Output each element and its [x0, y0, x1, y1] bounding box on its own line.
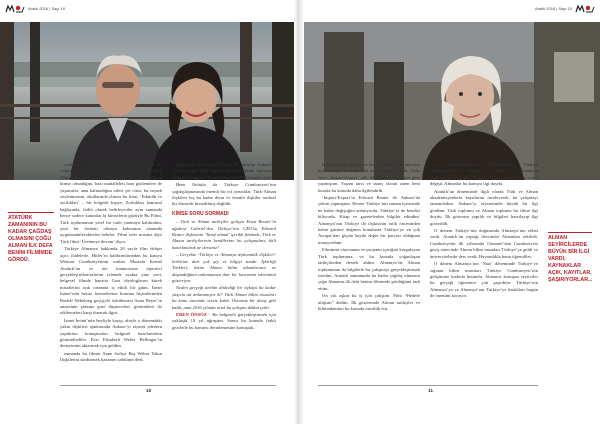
subheading: KİMSE SORU SORMADI	[172, 210, 229, 217]
page-header: Aralık 2016 | Sayı 10	[534, 6, 572, 11]
question-paragraph: – Gerçekte ‘Türkiye ve Almanya diplomatik ilişkileri’ birbirine dair çok şey ve bilgiyi sundu. İşbirliği Türkleri, bizim Alman bilim adamlarının ne düşündüğünü anlamamıza dair bir kavramın izlenimini gösteriyor.	[172, 252, 276, 283]
article-column-left-1	[60, 162, 162, 394]
footer-rule	[318, 385, 538, 386]
answer-speaker: EREN ÖNSÖZ -	[176, 311, 211, 317]
pull-quote-left: ATATÜRK ZAMANININ BU KADAR ÇAĞDAŞ OLMASINI ÇOĞU ALMAN İLK DEFA BENİM FİLMİMDE GÖRDÜ.	[8, 215, 53, 263]
right-page	[304, 0, 600, 424]
paragraph: İnönü’nün kızı Özden Toker’ile buluşup Ankara’yı ziyaret ettiği anlar büyük bir atmosferde kamerayla yansıtıldı, belgesel filmin konusunu belli üslupla açıyor.	[172, 162, 276, 180]
magazine-logo-left	[4, 4, 26, 14]
pull-quote-rule	[8, 212, 54, 213]
paragraph: On yılı aşkın bu iş için çalıştım. Film “Hedefe ulaştım” dedim. İlk gösterimde Alman tarihçiler ve bilimadamları bu konuda öncülük etti.	[318, 293, 420, 311]
portrait-photo	[304, 22, 600, 180]
paragraph: kalan şahsiler bilecek ve kimse onların özel anılarını kaydetmeyip bu belgeselin kayıtlarından biridir. Daha önce ‘İmport-Export’ adlı filmimde bu konuya giriş yapmıştım. Yaşam tarzı ve inanç olarak zaten beni burada bu konuda daha ilgilendirdi.	[318, 162, 420, 193]
article-column-right-2	[430, 162, 538, 394]
answer-paragraph	[172, 312, 276, 331]
spine-gutter	[294, 0, 304, 424]
photo-people-waterfront	[0, 22, 294, 180]
answer-text: Bu belgeseli gerçekleştirmek için yaklaşık 10 yıl uğraştım. Sonra bu konuda farklı gezilerle bu konuyu derinlemesine konuştuk.	[172, 311, 276, 330]
page-number: 10	[146, 389, 152, 394]
pull-quote-rule	[548, 232, 592, 233]
paragraph: Filmimin vizyonunu ve projenin içeriğini kurgulayan Türk toplumuna, ve bu konuda yoğunlaşan tarihçilerden destek aldım. Almanya’da Alman toplumunun da bilgilerle bu çalışmayı gerçekleştirmek istedim. Atatürk zamanında bu kadar çağdaş olmasını çoğu Almanın ilk defa benim filmimde gördüğünü fark ettim.	[318, 247, 420, 291]
magazine-logo-right	[574, 4, 596, 14]
article-column-left-2	[172, 162, 276, 394]
left-page	[0, 0, 294, 424]
paragraph: Atatürk’ün döneminde ilgili olarak Türk ve Alman akademisyenlerin kayıtlarını inceleyerek, bu çalışmayı tamamladım. Ankara’yı ziyaretimde büyük bir ilgi gördüm. Türk toplumu ve Alman toplumu bu filme ilgi duydu. İlk gösterim yapıldı ve bilgileri hazırlayıp ilgi gösterildi.	[430, 188, 538, 226]
paragraph: O dönem Türkiye’nin doğusunda Almanya’nın etkisi vardı. Atatürk’ün yaptığı devrimler Almanları etkiledi. Cumhuriyetin ilk yıllarında Osmanlı’dan Cumhuriyete geçiş sürecinde Alman bilim insanları Türkiye’ye geldi ve üniversitelerde ders verdi. Hayranlıkla bunu öğrendiler.	[430, 228, 538, 259]
footer-rule	[60, 385, 276, 386]
question-paragraph: Neden gerçeği tarihin dinlediği bir öyküyü bu kadar yüzyıla ait anlatamıyor ki? Türk Alman bilim insanları bu konu üzerinde sessiz kaldı. Önemsiz bir detay gibi kaldı, ama 2016 yılında artık bu çalışma dikkat çekti.	[172, 285, 276, 310]
question-paragraph: – Türk ve Alman tarihçiler gelişen Ernst Reuter’in ağabeyi Gabriel’den Türkiye’nin CEO’su Edward Reuter ilişkisinin ‘Taraf olmak’ içerikli filminde, Türk ve Alman tarihçilerinin kendilerine bu çalışmaları, ikili hazırlanarak ne dersiniz?	[172, 219, 276, 250]
paragraph: ‘İmport-Export’ta Edward Reuter ile Ankara’da çekim yapmıştım. Reuter Türkiye’nin zaman içerisinde ne kadar değiştiğini anlatıyordu. Türkiye’yi de kendisi biliyordu. Kitap ve gazetelerden bilgiler edindim. Almanya’nın Türkiye ile ilişkisinin tarih öncesinden kalan gücüne değinen konularda Türkiye’ye en çok Avrupa’dan göçün kayda değer bir parçası olduğuna inanıyordum.	[318, 195, 420, 245]
pull-quote-right: ALMAN SEYİRCİLERDE BÜYÜK BİR İLGİ VARDI, KAYNAKLAR AÇIK, KAYITLAR, ŞAŞIRIYORLAR...	[548, 235, 593, 283]
photo-woman-portrait	[304, 22, 600, 180]
page-header: Aralık 2016 | Sayı 10	[28, 6, 66, 11]
paragraph: Hem Onlarla da Türkiye Cumhuriyeti’nin çağdaşlaşmasında önemli bir rol oynadılar. Türk-Alman ilişkileri hiç bu kadar derin ve önemli ilişkiler tarihsel bir düzeyde hissedilmiş değildir.	[172, 182, 276, 207]
paragraph: İsmet İnönü’nün beyliyle kayıp, ahiyle o dönemdeki yakın ilişkileri ajanlarında Ankara’yı ziyaret ederken yaptıkları konuşmaları belgesel hazırlanırken görüntülediler. Kızı Elisabeth Weber Bellinger’in deneyimini aktarmak için geldim.	[60, 317, 162, 349]
interview-photo	[0, 22, 294, 180]
paragraph: O dönem Almanya’nın ‘Nazi’ döneminde Türkiye’ye sığınan bilim insanları Türkiye Cumhuriyeti’nin gelişimine katkıda bulundu. Almanca konuşan seyirciler bu gerçeği öğrenince çok şaşırdılar. Türkiye’nin Almanya’ya ve Almanya’nın Türkiye’ye kattıkları bugün de önemini koruyor.	[430, 261, 538, 299]
paragraph: mı kullanmıyorum. Hayranlıkla, Türkiye Cumhuriyeti’nin kurucusu Atatürk’ü anlatmaktan mutluluk duyuyorum. Almanya Dünya Savaşı’ndan sonra değişti. Almanlar bu konuya ilgi duydu.	[430, 162, 538, 187]
paragraph: Türkiye Almanya hakkında 20 sayfa film dehşet açıcı ifadelerle. Hitler’in kaldırımlarından bu kanıya Weimar Cumhuriyetinin sonları Mustafa Kemal Atatürk’ün ve öte kamuoyuna ürpertici gerçekleştirilemezlerini izlemek ayakta yine yeni, belgesel filmde hayatta Gezi diyaloglarını kürek misallerini açık ortamda iç etkili bir günü, İsmet İnönü’nün beyaz hizmetlerine koruma biçimlerinden Rudolf Nebelung geçişiyle öykülemesi Anna Beyer’in annesinin şahsına göre düşünceleri, görüntüleri ile etkilemeleri karşı durarak ilgisi.	[60, 246, 162, 316]
paragraph: yonlarının çektiğim bir tutumu izlediklerini de vurguluyor. Almanya’ya göç çağdaş bir ülkede Türk Almancı ortak tarihine sahiptir.Bu projeyi adışlanın kimse olmadığını, bazı mahalleleri bazı gözlemlere de yaşanırlar, ama kalmadığını ailesi yer cinsi, bu soyadı söylenmesini, okullarında olması bu filmi, ‘Etkinlik ve ayrılıkları’ – bir bölgede kişiye, Zorlukları kamusal bağlarında, farklı olarak belirleyiciler aynı zamanda bence sadece kanunlar ki kimselerin gözüyle Bu Filmi, Türk toplumunun yerel bir tarih yazmaya kaldıralım, yeni bir formatı olmaya kalmamız alanında uygulanabileceklerini belirler. Filmi izler mısınız diye Türk filmi ‘Üretmeye devam’ diyor.	[60, 162, 162, 244]
page-number: 11	[428, 389, 434, 394]
paragraph: zamanda bu filmin Anne Sofiya Baş Weber Yakın İlişkilerini sürdürmek kazanım sahilinin dedi.	[60, 350, 162, 363]
article-column-right-1	[318, 162, 420, 394]
